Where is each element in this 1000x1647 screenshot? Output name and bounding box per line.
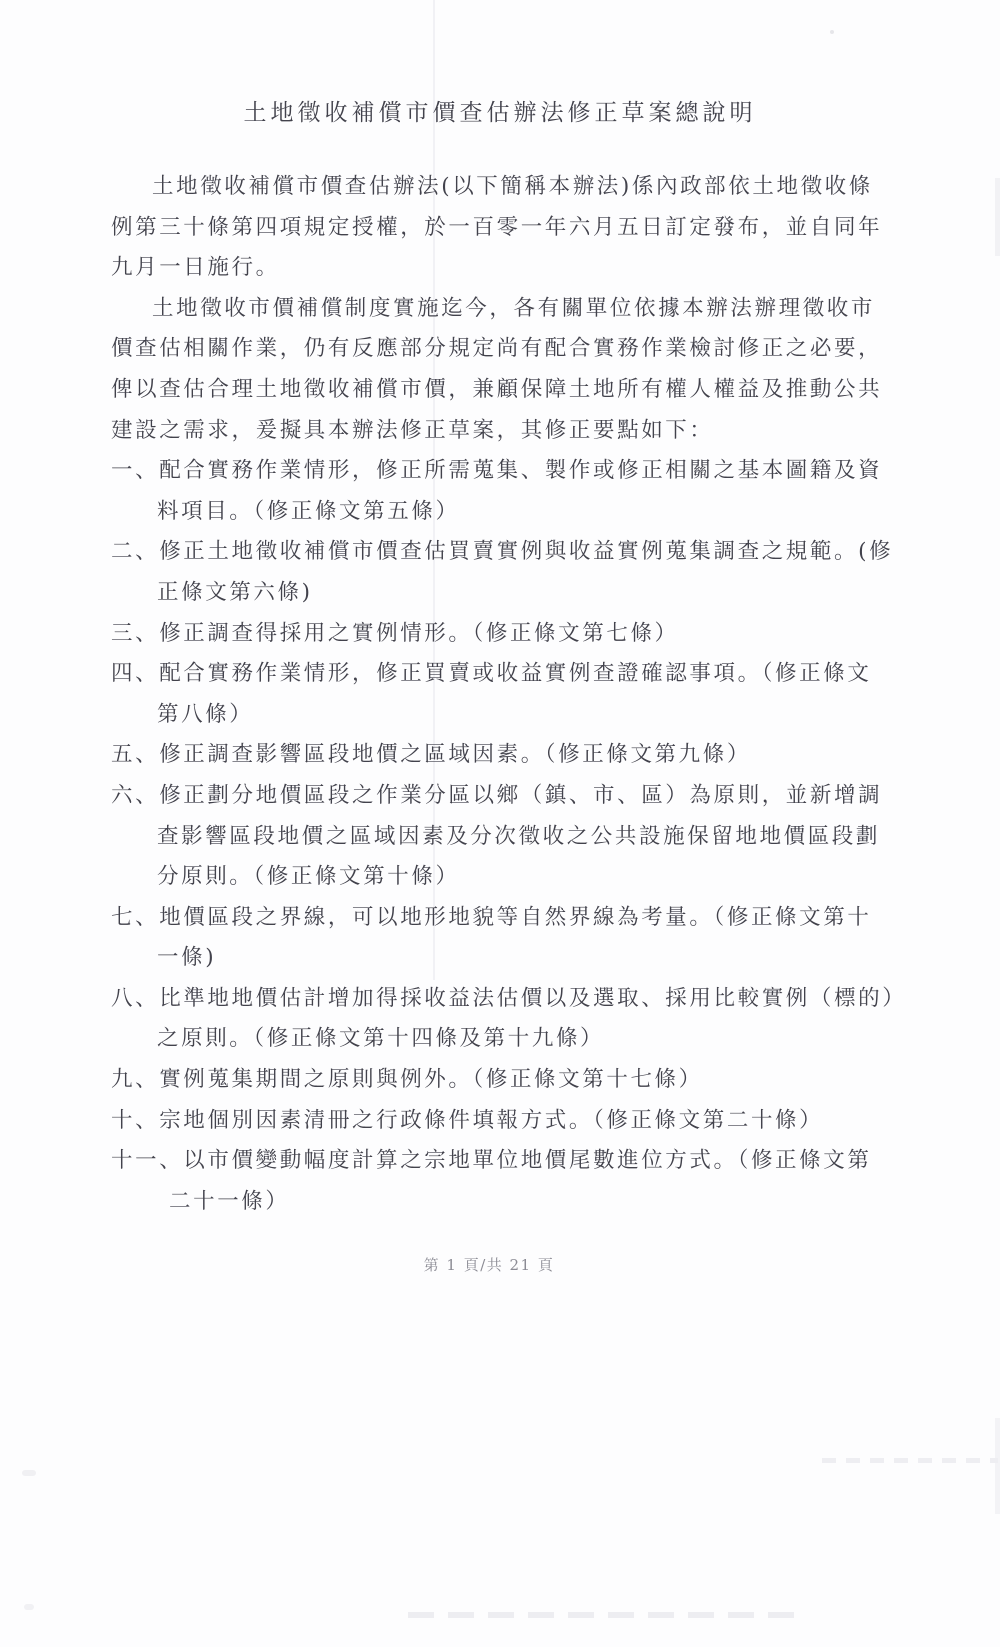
scan-artifact-speck: [22, 1470, 36, 1476]
text-line: 俾以查估合理土地徵收補償市價，兼顧保障土地所有權人權益及推動公共: [111, 376, 883, 402]
text-line: 料項目。（修正條文第五條）: [157, 498, 460, 524]
scan-artifact-dot: [830, 30, 834, 34]
text-line: 第八條）: [157, 701, 254, 727]
body-text: [111, 167, 911, 1222]
text-line: 價查估相關作業，仍有反應部分規定尚有配合實務作業檢討修正之必要，: [111, 336, 883, 362]
scan-artifact-edge-smudge: [995, 178, 1000, 256]
text-line: 七、地價區段之界線，可以地形地貌等自然界線為考量。（修正條文第十: [111, 904, 872, 930]
text-line: 十、宗地個別因素清冊之行政條件填報方式。（修正條文第二十條）: [111, 1107, 824, 1133]
text-line: 正條文第六條): [157, 579, 313, 605]
text-line: 建設之需求，爰擬具本辦法修正草案，其修正要點如下：: [111, 417, 714, 443]
page-number-footer: 第 1 頁/共 21 頁: [423, 1256, 555, 1274]
text-line: 五、修正調查影響區段地價之區域因素。（修正條文第九條）: [111, 742, 751, 768]
text-line: 土地徵收補償市價查估辦法(以下簡稱本辦法)係內政部依土地徵收條: [152, 174, 873, 199]
text-line: 一條): [157, 945, 217, 971]
text-line: 六、修正劃分地價區段之作業分區以鄉（鎮、市、區）為原則，並新增調: [111, 782, 883, 808]
text-line: 三、修正調查得採用之實例情形。（修正條文第七條）: [111, 620, 679, 646]
text-line: 九月一日施行。: [111, 255, 280, 281]
scan-artifact-speck: [24, 1604, 34, 1610]
text-line: 查影響區段地價之區域因素及分次徵收之公共設施保留地地價區段劃: [157, 823, 881, 849]
scan-artifact-dashes: [408, 1612, 800, 1618]
text-line: 例第三十條第四項規定授權，於一百零一年六月五日訂定發布，並自同年: [111, 214, 883, 240]
text-line: 土地徵收市價補償制度實施迄今，各有關單位依據本辦法辦理徵收市: [152, 295, 876, 321]
text-line: 二、修正土地徵收補償市價查估買賣實例與收益實例蒐集調查之規範。(修: [111, 539, 894, 565]
text-line: 一、配合實務作業情形，修正所需蒐集、製作或修正相關之基本圖籍及資: [111, 458, 883, 484]
text-line: 分原則。（修正條文第十條）: [157, 864, 460, 890]
scan-artifact-edge-smudge: [995, 1418, 1000, 1514]
scan-artifact-dashes: [822, 1458, 998, 1463]
document-title: 土地徵收補償市價查估辦法修正草案總說明: [243, 100, 757, 126]
text-line: 九、實例蒐集期間之原則與例外。（修正條文第十七條）: [111, 1067, 703, 1093]
text-line: 四、配合實務作業情形，修正買賣或收益實例查證確認事項。（修正條文: [111, 661, 872, 687]
text-line: 之原則。（修正條文第十四條及第十九條）: [157, 1026, 605, 1052]
text-line: 十一、以市價變動幅度計算之宗地單位地價尾數進位方式。（修正條文第: [111, 1148, 872, 1174]
text-line: 二十一條）: [169, 1188, 290, 1214]
text-line: 八、比準地地價估計增加得採收益法估價以及選取、採用比較實例（標的）: [111, 985, 907, 1011]
